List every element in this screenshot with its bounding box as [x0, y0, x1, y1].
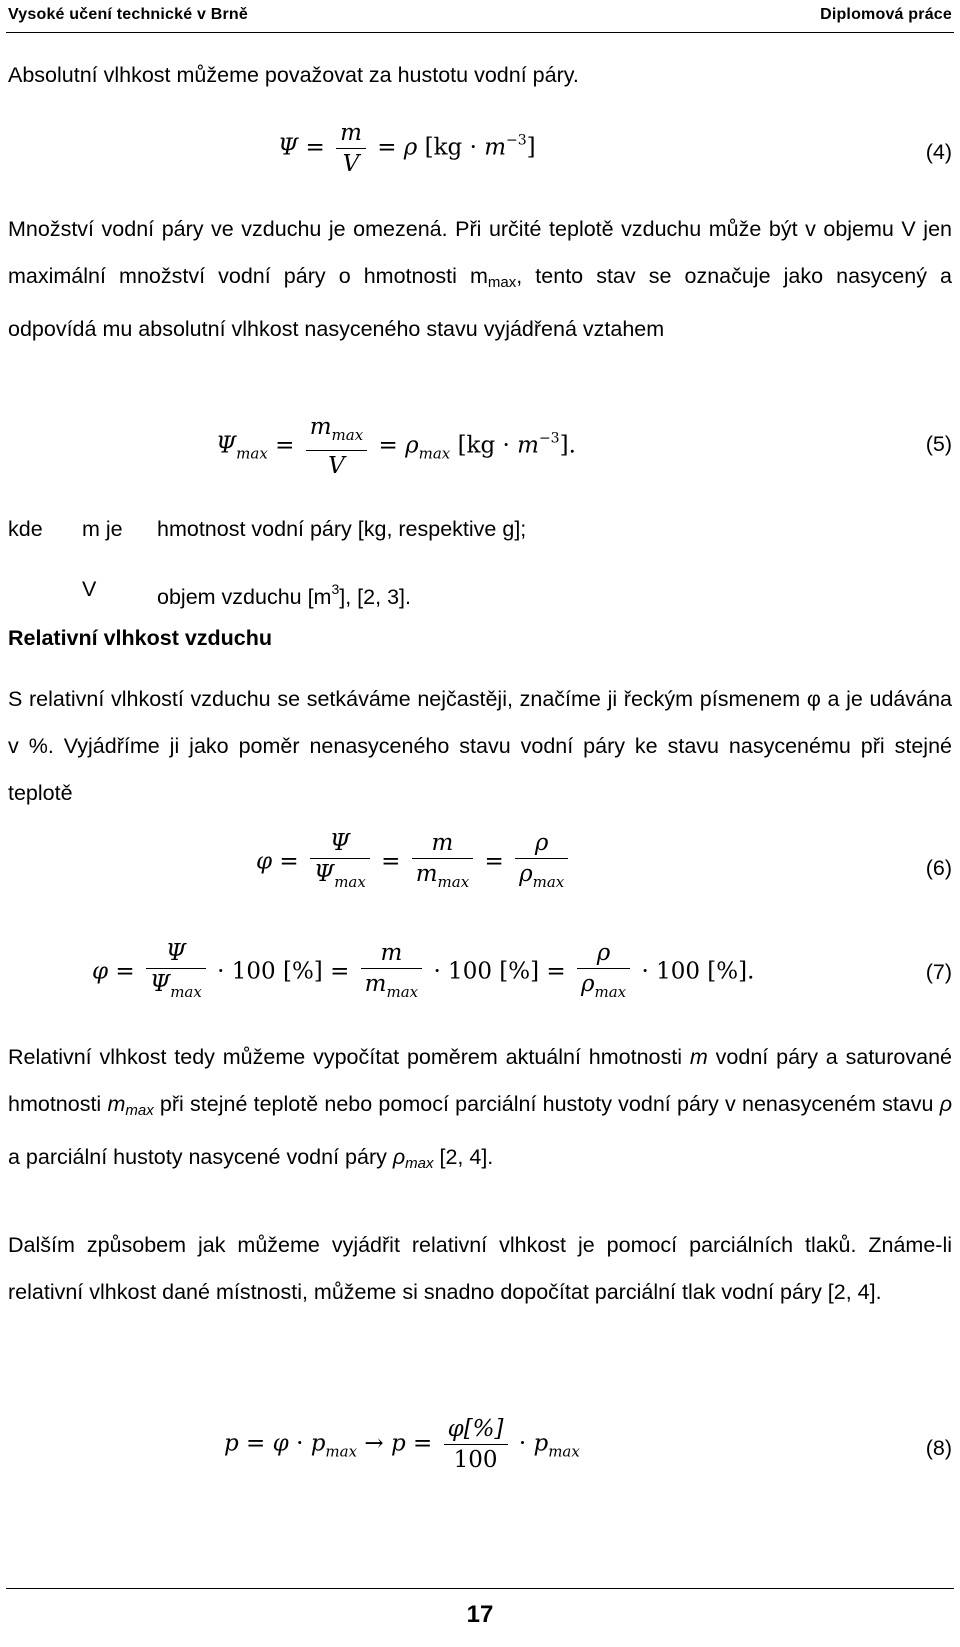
equation-5: $\Psi_{max}$ = $\frac{m_{max}}{V}$ = $\rho_{max}$ $[kg \cdot m^{-3}]$.: [216, 414, 576, 479]
equation-6: φ = $\frac{\Psi}{\Psi_{max}}$ = $\frac{m}{m_{max}}$ = $\frac{\rho}{\rho_{max}}$: [256, 828, 572, 897]
equation-8: $p = \varphi \cdot p_{max} \to p$ = $\frac{\varphi[\%]}{100}$ · $p_{max}$: [224, 1416, 580, 1473]
definition-m-text: hmotnost vodní páry [kg, respektive g];: [157, 517, 527, 541]
paragraph-absolute-humidity: Absolutní vlhkost můžeme považovat za hustotu vodní páry.: [8, 63, 579, 87]
definition-v-symbol: V: [82, 577, 97, 601]
equation-7: φ = $\frac{\Psi}{\Psi_{max}}$ · 100 [%] = $\frac{m}{m_{max}}$ · 100 [%] = $\frac{\rho}{\rho_{max}}$ · 100 [%].: [92, 940, 755, 1001]
header-thesis-type: Diplomová práce: [820, 6, 952, 23]
equation-4-number: (4): [925, 140, 952, 164]
header-university: Vysoké učení technické v Brně: [8, 6, 248, 23]
page-number: 17: [466, 1601, 494, 1628]
equation-5-number: (5): [925, 432, 952, 456]
equation-6-number: (6): [925, 856, 952, 880]
paragraph-partial-pressure: Dalším způsobem jak můžeme vyjádřit relativní vlhkost je pomocí parciálních tlaků. Známe-li relativní vlhkost dané místnosti, můžeme si snadno dopočítat parciální tlak vodní páry [2, 4].: [8, 1233, 952, 1304]
paragraph-relative-humidity: S relativní vlhkostí vzduchu se setkáváme nejčastěji, značíme ji řeckým písmenem φ a je udávána v %. Vyjádříme ji jako poměr nenasyceného stavu vodní páry ke stavu nasycenému při stejné teplotě: [8, 687, 952, 805]
definition-m-symbol: m je: [82, 517, 123, 541]
definition-v-text: objem vzduchu $[m^3]$, [2, 3].: [157, 581, 411, 609]
definition-kde: kde: [8, 517, 43, 541]
paragraph-calculation: Relativní vlhkost tedy můžeme vypočítat poměrem aktuální hmotnosti m vodní páry a saturované hmotnosti mmax při stejné teplotě nebo pomocí parciální hustoty vodní páry v nenasyceném stavu ρ a parciální hustoty nasycené vodní páry ρmax [2, 4].: [8, 1045, 953, 1172]
header-rule: [6, 32, 954, 33]
equation-4: Ψ = $\frac{m}{V}$ = ρ $[kg \cdot m^{-3}]$: [278, 120, 536, 177]
section-heading: Relativní vlhkost vzduchu: [8, 626, 273, 650]
equation-7-number: (7): [925, 960, 952, 984]
equation-8-number: (8): [925, 1436, 952, 1460]
paragraph-saturation: Množství vodní páry ve vzduchu je omezená. Při určité teplotě vzduchu může být v objemu V jen maximální množství vodní páry o hmotnosti mmax, tento stav se označuje jako nasycený a odpovídá mu absolutní vlhkost nasyceného stavu vyjádřená vztahem: [8, 217, 952, 341]
footer-rule: [6, 1588, 954, 1589]
